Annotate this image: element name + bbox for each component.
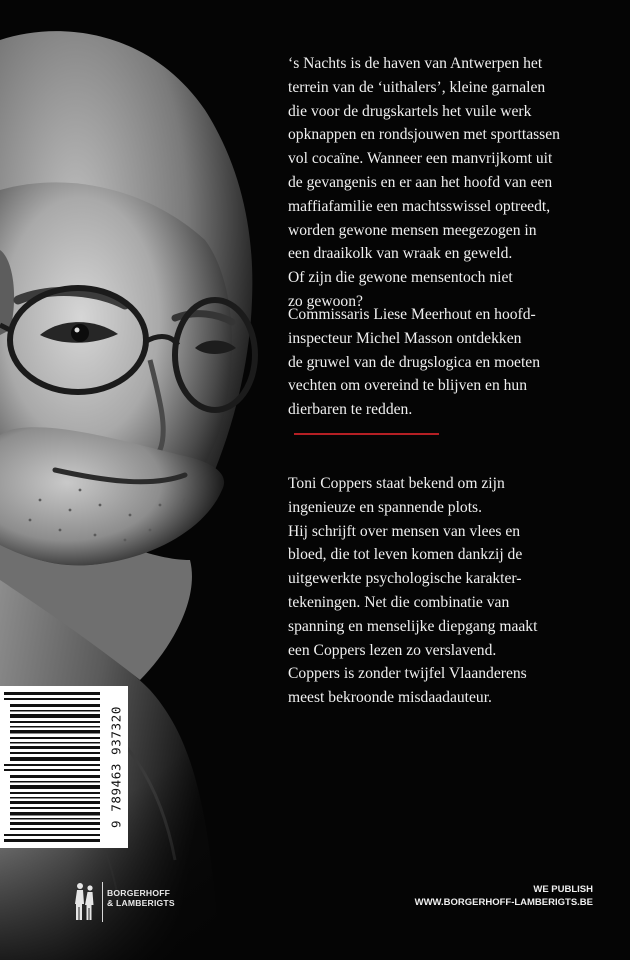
- blurb-line: die voor de drugskartels het vuile werk: [288, 102, 532, 120]
- publisher-separator: [102, 882, 103, 922]
- bio-line: bloed, die tot leven komen dankzij de: [288, 546, 523, 564]
- blurb-line: vol cocaïne. Wanneer een manvrijkomt uit: [288, 150, 553, 168]
- blurb-line: worden gewone mensen meegezogen in: [288, 221, 537, 239]
- blurb-line: ‘s Nachts is de haven van Antwerpen het: [288, 55, 543, 72]
- bio-line: ingenieuze en spannende plots.: [288, 498, 482, 516]
- bio-line: meest bekroonde misdaadauteur.: [288, 689, 492, 707]
- blurb-line: inspecteur Michel Masson ontdekken: [288, 329, 522, 347]
- barcode-bars: [0, 686, 104, 848]
- isbn-barcode: [0, 686, 128, 848]
- bio-line: Hij schrijft over mensen van vlees en: [288, 522, 521, 540]
- walking-figures-icon: [70, 880, 100, 924]
- blurb-line: Commissaris Liese Meerhout en hoofd-: [288, 306, 536, 323]
- bio-line: tekeningen. Net die combinatie van: [288, 593, 510, 611]
- blurb-line: dierbaren te redden.: [288, 401, 413, 419]
- blurb-line: een draaikolk van wraak en geweld.: [288, 245, 513, 263]
- isbn-text: 9 789463 937320: [108, 706, 124, 828]
- blurb-line: maffiafamilie een machtsswissel optreedt,: [288, 197, 551, 215]
- publisher-tagline: [415, 883, 593, 909]
- blurb-line: terrein van de ‘uithalers’, kleine garnalen: [288, 78, 546, 96]
- blurb-line: vechten om overeind te blijven en hun: [288, 377, 528, 395]
- blurb-line: opknappen en rondsjouwen met sporttassen: [288, 126, 560, 144]
- blurb-line: de gruwel van de drugslogica en moeten: [288, 353, 541, 371]
- bio-line: uitgewerkte psychologische karakter-: [288, 570, 522, 588]
- red-divider: [294, 433, 439, 435]
- blurb-paragraph-1: [288, 52, 593, 314]
- tagline-text: WE PUBLISH: [533, 884, 593, 895]
- bio-line: Coppers is zonder twijfel Vlaanderens: [288, 665, 527, 683]
- publisher-name: [107, 888, 175, 908]
- publisher-line-1: BORGERHOFF: [107, 888, 171, 898]
- publisher-line-2: & LAMBERIGTS: [107, 898, 175, 908]
- isbn-number: [104, 686, 128, 848]
- blurb-line: zo gewoon?: [288, 292, 363, 310]
- blurb-line: Of zijn die gewone mensentoch niet: [288, 269, 513, 287]
- author-bio: [288, 472, 593, 710]
- blurb-paragraph-2: [288, 303, 593, 422]
- blurb-line: de gevangenis en er aan het hoofd van een: [288, 173, 553, 191]
- bio-line: een Coppers lezen zo verslavend.: [288, 641, 497, 659]
- bio-line: spanning en menselijke diepgang maakt: [288, 617, 538, 635]
- publisher-website: WWW.BORGERHOFF-LAMBERIGTS.BE: [414, 897, 593, 908]
- bio-line: Toni Coppers staat bekend om zijn: [288, 475, 505, 492]
